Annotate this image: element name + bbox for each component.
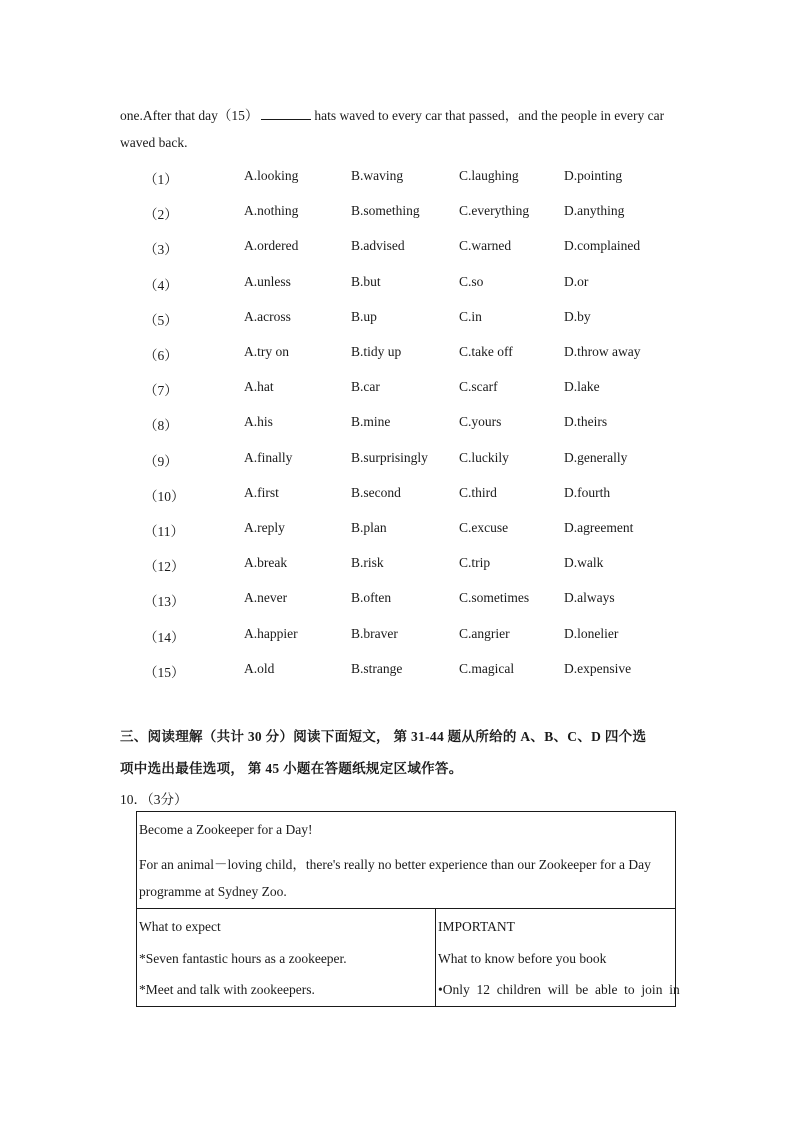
option-a: A.unless bbox=[244, 273, 291, 289]
what-to-expect-cell bbox=[136, 908, 436, 1007]
what-to-expect-heading: What to expect bbox=[139, 919, 221, 934]
option-number: （11） bbox=[144, 524, 184, 539]
option-b: B.something bbox=[351, 203, 420, 219]
option-c: C.warned bbox=[459, 238, 512, 254]
option-b: B.strange bbox=[351, 660, 403, 676]
option-d: D.pointing bbox=[564, 168, 623, 183]
option-number: （14） bbox=[144, 629, 185, 645]
important-cell bbox=[435, 908, 680, 1007]
option-b: B.advised bbox=[351, 238, 405, 254]
option-row bbox=[0, 555, 794, 575]
option-row bbox=[0, 626, 794, 646]
passage-line-1 bbox=[120, 104, 664, 124]
option-d: D.agreement bbox=[564, 520, 634, 535]
option-d: D.complained bbox=[564, 238, 641, 254]
option-row bbox=[0, 450, 794, 470]
option-d: D.throw away bbox=[564, 344, 641, 359]
important-item-1: •Only 12 children will be able to join in bbox=[438, 982, 680, 997]
option-b: B.second bbox=[351, 484, 401, 500]
option-d: D.anything bbox=[564, 203, 625, 219]
passage-line-1-end: hats waved to every car that passed，and the people in every car bbox=[314, 108, 665, 123]
option-a: A.across bbox=[244, 308, 291, 324]
option-b: B.often bbox=[351, 590, 392, 606]
section-heading-line-1: 三、阅读理解（共计 30 分）阅读下面短文， 第 31-44 题从所给的 A、B、C、D 四个选 bbox=[120, 729, 647, 744]
option-b: B.but bbox=[351, 273, 381, 289]
option-row bbox=[0, 485, 794, 505]
option-a: A.old bbox=[244, 660, 275, 676]
option-d: D.generally bbox=[564, 449, 628, 465]
option-a: A.break bbox=[244, 555, 288, 571]
question-number: 10．（3分） bbox=[120, 792, 188, 807]
option-row bbox=[0, 590, 794, 610]
option-d: D.lonelier bbox=[564, 625, 619, 641]
option-d: D.fourth bbox=[564, 484, 611, 500]
option-number: （13） bbox=[144, 594, 185, 610]
option-number: （12） bbox=[144, 559, 185, 575]
option-c: C.luckily bbox=[459, 449, 509, 465]
option-a: A.nothing bbox=[244, 203, 299, 219]
option-b: B.braver bbox=[351, 625, 398, 641]
answer-blank-15 bbox=[261, 108, 311, 120]
important-subheading: What to know before you book bbox=[438, 951, 607, 966]
option-a: A.never bbox=[244, 590, 288, 606]
option-c: C.so bbox=[459, 273, 484, 289]
option-d: D.walk bbox=[564, 555, 604, 571]
option-d: D.expensive bbox=[564, 660, 632, 676]
notice-intro-line-1: For an animal－loving child，there's really no better experience than our Zookeeper for a Day bbox=[139, 857, 651, 872]
option-c: C.yours bbox=[459, 414, 502, 430]
option-b: B.surprisingly bbox=[351, 449, 428, 465]
option-number: （5） bbox=[144, 312, 178, 328]
option-b: B.risk bbox=[351, 555, 384, 571]
option-row bbox=[0, 661, 794, 681]
option-d: D.or bbox=[564, 273, 589, 289]
notice-header-cell bbox=[136, 811, 676, 909]
option-a: A.try on bbox=[244, 344, 289, 359]
option-d: D.lake bbox=[564, 379, 600, 395]
option-row bbox=[0, 238, 794, 258]
option-number: （1） bbox=[144, 172, 178, 187]
option-c: C.third bbox=[459, 484, 497, 500]
notice-title: Become a Zookeeper for a Day! bbox=[139, 822, 313, 837]
option-b: B.up bbox=[351, 308, 377, 324]
option-c: C.sometimes bbox=[459, 590, 530, 606]
option-a: A.finally bbox=[244, 449, 293, 465]
option-row bbox=[0, 274, 794, 294]
option-number: （4） bbox=[144, 277, 178, 293]
option-b: B.waving bbox=[351, 168, 404, 183]
option-d: D.always bbox=[564, 590, 615, 606]
option-b: B.mine bbox=[351, 414, 391, 430]
option-d: D.by bbox=[564, 308, 591, 324]
option-c: C.magical bbox=[459, 660, 515, 676]
option-row bbox=[0, 379, 794, 399]
passage-line-2: waved back. bbox=[120, 135, 188, 150]
option-number: （8） bbox=[144, 418, 178, 434]
option-number: （7） bbox=[144, 383, 178, 399]
option-c: C.trip bbox=[459, 555, 491, 571]
option-a: A.looking bbox=[244, 168, 299, 183]
option-d: D.theirs bbox=[564, 414, 608, 430]
option-c: C.angrier bbox=[459, 625, 510, 641]
passage-line-1-start: one.After that day（15） bbox=[120, 108, 259, 123]
option-number: （9） bbox=[144, 453, 178, 469]
option-row bbox=[0, 520, 794, 540]
option-number: （6） bbox=[144, 348, 178, 363]
option-row bbox=[0, 344, 794, 364]
option-b: B.plan bbox=[351, 520, 387, 535]
option-a: A.hat bbox=[244, 379, 274, 395]
option-row bbox=[0, 168, 794, 188]
option-b: B.car bbox=[351, 379, 380, 395]
option-c: C.excuse bbox=[459, 520, 509, 535]
option-number: （15） bbox=[144, 664, 185, 680]
option-row bbox=[0, 309, 794, 329]
option-a: A.ordered bbox=[244, 238, 299, 254]
option-a: A.happier bbox=[244, 625, 298, 641]
option-number: （10） bbox=[144, 488, 185, 504]
important-heading: IMPORTANT bbox=[438, 919, 515, 934]
option-a: A.first bbox=[244, 484, 279, 500]
option-c: C.in bbox=[459, 308, 482, 324]
option-c: C.take off bbox=[459, 344, 513, 359]
option-a: A.his bbox=[244, 414, 273, 430]
option-c: C.laughing bbox=[459, 168, 519, 183]
option-c: C.everything bbox=[459, 203, 530, 219]
expect-item-2: *Meet and talk with zookeepers. bbox=[139, 982, 315, 997]
option-c: C.scarf bbox=[459, 379, 498, 395]
option-number: （2） bbox=[144, 207, 178, 223]
section-heading-line-2: 项中选出最佳选项， 第 45 小题在答题纸规定区域作答。 bbox=[120, 761, 463, 776]
option-row bbox=[0, 414, 794, 434]
option-b: B.tidy up bbox=[351, 344, 402, 359]
expect-item-1: *Seven fantastic hours as a zookeeper. bbox=[139, 951, 347, 966]
option-row bbox=[0, 203, 794, 223]
notice-intro-line-2: programme at Sydney Zoo. bbox=[139, 884, 287, 899]
option-number: （3） bbox=[144, 242, 178, 258]
option-a: A.reply bbox=[244, 520, 285, 535]
